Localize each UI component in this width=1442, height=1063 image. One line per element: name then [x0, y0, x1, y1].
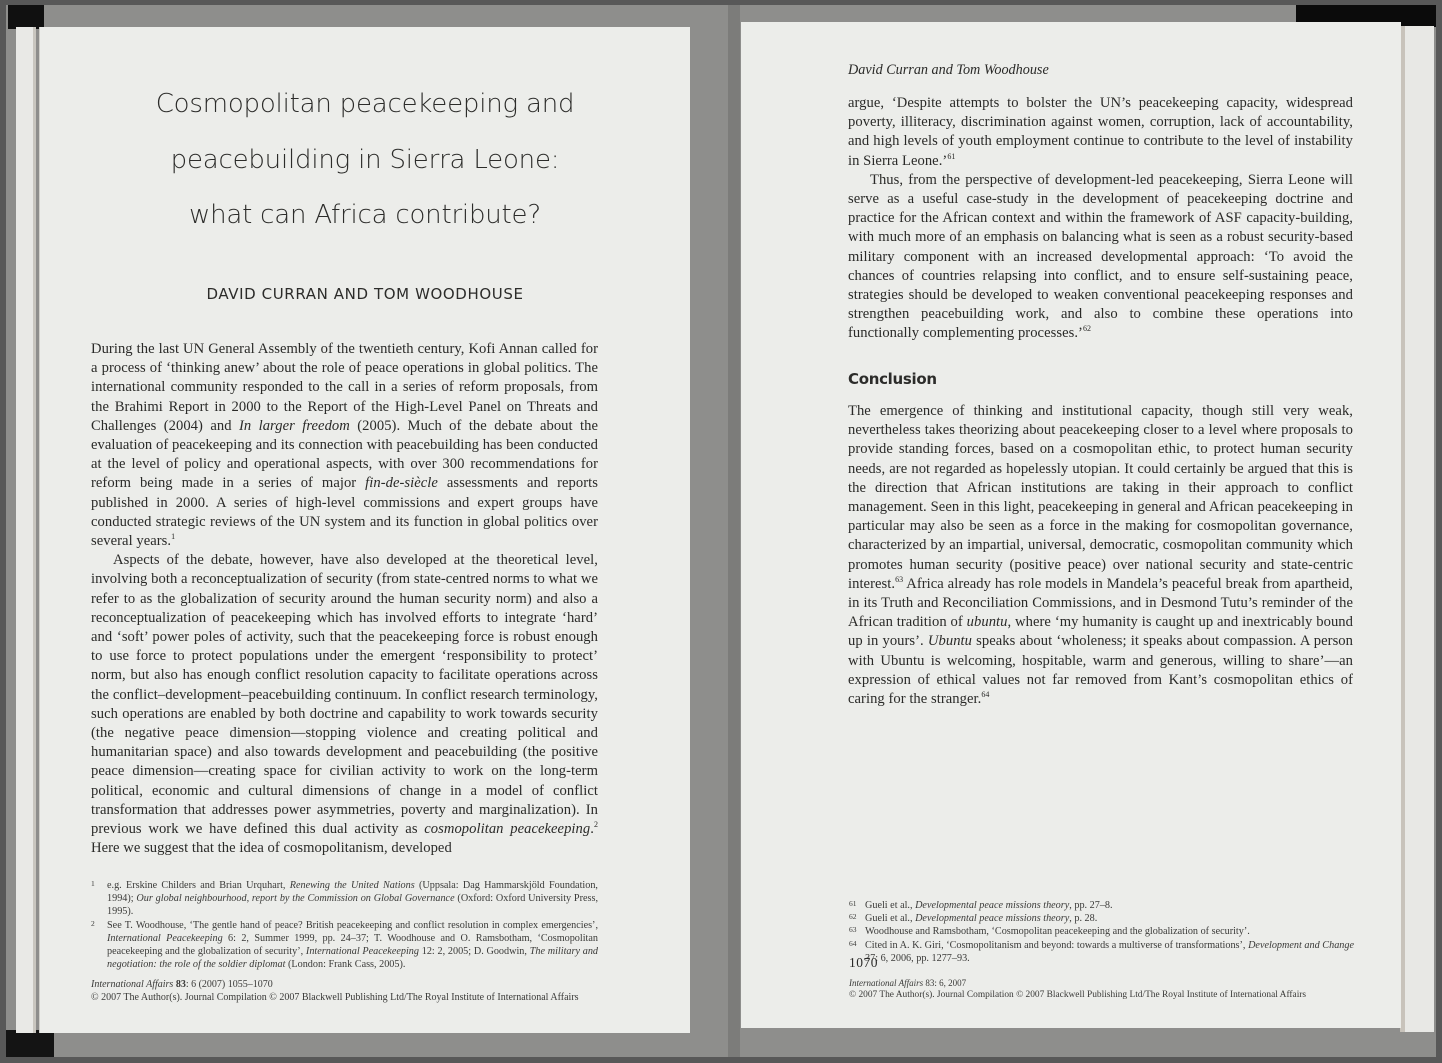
journal-name: International Affairs — [91, 979, 174, 990]
footnote-text — [865, 900, 1113, 911]
paragraph — [848, 402, 1353, 709]
italic-text: Our global neighbourhood, report by the Commission on Global Governance — [136, 893, 455, 905]
page-edge-left — [16, 27, 36, 1033]
article-title-line-3: what can Africa contribute? — [189, 200, 541, 230]
footnote-ref: 2 — [593, 820, 598, 830]
footnote-number: 64 — [849, 938, 857, 948]
text-run: Gueli et al., — [865, 900, 916, 911]
right-footnotes — [849, 899, 1354, 965]
text-run: argue, ‘Despite attempts to bolster the UN’s peacekeeping capacity, widespread poverty, illiteracy, discrimination against women, corruption, lack of accountability, and high levels of youth employment continue to contribute to the level of instability in Sierra Leone.’ — [848, 95, 1353, 169]
right-body-text — [848, 94, 1353, 344]
copyright-line: © 2007 The Author(s). Journal Compilation © 2007 Blackwell Publishing Ltd/The Royal Institute of International Affairs — [91, 992, 579, 1003]
footnote-text — [865, 940, 1354, 964]
footnote-number: 1 — [91, 879, 95, 888]
italic-text: Development and Change — [1248, 939, 1354, 951]
left-body-text — [91, 340, 598, 858]
footnote-number: 2 — [91, 918, 95, 928]
text-run: Africa already has role models in Mandela’s peaceful break from apartheid, in its Truth and Reconciliation Commissions, and in Desmond Tutu’s reminder of the African tradition of — [848, 575, 1353, 631]
footnote-ref: 62 — [1082, 324, 1092, 334]
copyright-line: © 2007 The Author(s). Journal Compilation © 2007 Blackwell Publishing Ltd/The Royal Institute of International Affairs — [849, 990, 1307, 1000]
page-edge-right — [1400, 26, 1434, 1032]
italic-text: fin-de-siècle — [365, 475, 438, 492]
running-head: David Curran and Tom Woodhouse — [848, 62, 1049, 78]
text-run: Woodhouse and Ramsbotham, ‘Cosmopolitan peacekeeping and the globalization of security’. — [865, 926, 1250, 938]
footnote — [91, 919, 598, 972]
text-run: 6: 2, Summer 1999, pp. 24–37; T. Woodhouse and O. Ramsbotham, ‘Cosmopolitan peacekeeping and the globalization of security’, — [107, 932, 599, 958]
text-run: See T. Woodhouse, ‘The gentle hand of peace? British peacekeeping and conflict resolution in complex emergencies’, — [107, 919, 598, 931]
italic-text: Developmental peace missions theory — [915, 913, 1070, 925]
text-run: The emergence of thinking and institutional capacity, though still very weak, nevertheless takes theorizing about peacekeeping closer to a level where proposals to provide standing forces, based on a cosmopolitan ethic, to protect human security needs, are not regarded as hopelessly utopian. It could certainly be argued that this is the direction that African institutions are taking in their approach to conflict management. Seen in this light, peacekeeping in general and African peacekeeping in particular may also be seen as a force in the making for cosmopolitan governance, characterized by an impartial, universal, democratic, cosmopolitan community which promotes human security (positive peace) over national security and state-centric interest. — [848, 403, 1353, 592]
article-authors: DAVID CURRAN AND TOM WOODHOUSE — [206, 285, 524, 303]
book-gutter — [728, 5, 740, 1057]
italic-text: ubuntu — [966, 614, 1008, 631]
footnote-text — [107, 880, 598, 917]
article-title-line-1: Cosmopolitan peacekeeping and — [155, 89, 575, 119]
section-heading: Conclusion — [848, 370, 937, 388]
footnote — [849, 912, 1354, 925]
paragraph — [91, 551, 598, 858]
text-run: During the last UN General Assembly of the twentieth century, Kofi Annan called for a process of ‘thinking anew’ about the role of peace operations in global politics. The international community responded to the call in a series of reform proposals, from the Brahimi Report in 2000 to the Report of the High-Level Panel on Threats and Challenges (2004) and — [91, 341, 598, 434]
journal-issue: 83: 6, 2007 — [923, 978, 967, 988]
journal-name: International Affairs — [849, 978, 924, 988]
footnote — [849, 939, 1354, 965]
journal-volume: 83 — [175, 979, 186, 990]
italic-text: Developmental peace missions theory — [915, 900, 1070, 911]
footnote-text — [865, 913, 1097, 924]
page-number: 1070 — [849, 955, 878, 970]
left-footnotes — [91, 879, 598, 971]
footnote-number: 61 — [849, 899, 857, 908]
footnote-number: 62 — [849, 912, 857, 922]
article-title-line-2: peacebuilding in Sierra Leone: — [170, 145, 560, 175]
italic-text: International Peacekeeping — [305, 946, 419, 958]
journal-issue-pages: : 6 (2007) 1055–1070 — [185, 979, 273, 990]
journal-citation — [91, 978, 273, 991]
text-run: , p. 28. — [1069, 913, 1098, 925]
text-run: Here we suggest that the idea of cosmopolitanism, developed — [91, 840, 452, 857]
italic-text: The military and negotiation: the role of the soldier diplomat — [107, 946, 599, 971]
italic-text: Renewing the United Nations — [289, 880, 415, 891]
paragraph — [848, 171, 1353, 344]
text-run: 12: 2, 2005; D. Goodwin, — [419, 946, 530, 958]
text-run: . — [590, 821, 594, 838]
text-run: , where ‘my humanity is caught up and inextricably bound up in yours’. — [848, 614, 1353, 650]
text-run: (2005). Much of the debate about the evaluation of peacekeeping and its connection with peacebuilding has been conducted at the level of policy and operational aspects, with over 300 recommendations for reform being made in a series of major — [91, 417, 598, 492]
text-run: Thus, from the perspective of development-led peacekeeping, Sierra Leone will serve as a useful case-study in the development of peacekeeping doctrine and practice for the African context and within the framework of ASF capacity-building, with much more of an emphasis on balancing what is seen as a robust security-based military component with an increased developmental approach: ‘To avoid the chances of countries relapsing into conflict, and to ensure self-sustaining peace, strategies should be developed to weaken conventional peacekeeping responses and strengthen peacebuilding work, and also to combine these operations into functionally complementing processes.’ — [848, 171, 1353, 342]
italic-text: International Peacekeeping — [107, 932, 223, 944]
italic-text: Ubuntu — [927, 633, 973, 650]
text-run: Aspects of the debate, however, have also developed at the theoretical level, involving both a reconceptualization of security (from state-centred norms to what we refer to as the globalization of security around the human security norm) and also a reconceptualization of peacekeeping which has involved efforts to integrate ‘hard’ and ‘soft’ power poles of activity, such that the peacekeeping force is robust enough to use force to protect populations under the emergent ‘responsibility to protect’ norm, but also has enough conflict resolution capacity to facilitate operations across the conflict–development–peacebuilding continuum. In conflict research terminology, such operations are enabled by both doctrine and capability to work towards security (the negative peace dimension—stopping violence and creating political and humanitarian space) and also towards development and peacebuilding (the positive peace dimension—creating space for civilian activity to work on the long-term political, economic and cultural dimensions of change in a model of conflict transformation that addresses power asymmetries, poverty and marginalization). In previous work we have defined this dual activity as — [91, 552, 598, 838]
text-run: 37: 6, 2006, pp. 1277–93. — [865, 952, 970, 964]
footnote-ref: 63 — [895, 574, 904, 584]
text-run: (Oxford: Oxford University Press, 1995). — [107, 893, 598, 918]
text-run: Gueli et al., — [865, 913, 916, 925]
paragraph — [91, 340, 598, 551]
right-page — [741, 22, 1401, 1028]
footnote-ref: 61 — [947, 151, 956, 161]
text-run: (London: Frank Cass, 2005). — [285, 959, 406, 971]
footnote-ref: 64 — [981, 690, 990, 700]
scan-shadow — [8, 5, 44, 29]
text-run: speaks about ‘wholeness; it speaks about compassion. A person with Ubuntu is welcoming, hospitable, warm and generous, willing to share’—an expression of ethical values not far removed from Kant’s cosmopolitan ethics of caring for the stranger. — [848, 633, 1353, 708]
footnote — [849, 925, 1354, 938]
footnote — [91, 879, 598, 919]
text-run: Cited in A. K. Giri, ‘Cosmopolitanism and beyond: towards a multiverse of transformations’, — [865, 939, 1249, 951]
text-run: (Uppsala: Dag Hammarskjöld Foundation, 1994); — [107, 880, 598, 905]
conclusion-text — [848, 402, 1353, 709]
italic-text: In larger freedom — [238, 417, 350, 434]
footnote-text — [865, 926, 1250, 937]
footnote-text — [107, 920, 598, 971]
scan-shadow — [6, 1030, 54, 1057]
footnote — [849, 899, 1354, 912]
text-run: e.g. Erskine Childers and Brian Urquhart, — [107, 880, 290, 891]
left-page — [40, 27, 690, 1033]
text-run: assessments and reports published in 2000. A series of high-level commissions and expert groups have conducted strategic reviews of the UN system and its function in global politics over several years. — [91, 475, 598, 550]
italic-text: cosmopolitan peacekeeping — [424, 821, 591, 838]
paragraph — [848, 94, 1353, 171]
footnote-number: 63 — [849, 925, 857, 935]
text-run: , pp. 27–8. — [1069, 900, 1113, 911]
footnote-ref: 1 — [171, 532, 176, 542]
